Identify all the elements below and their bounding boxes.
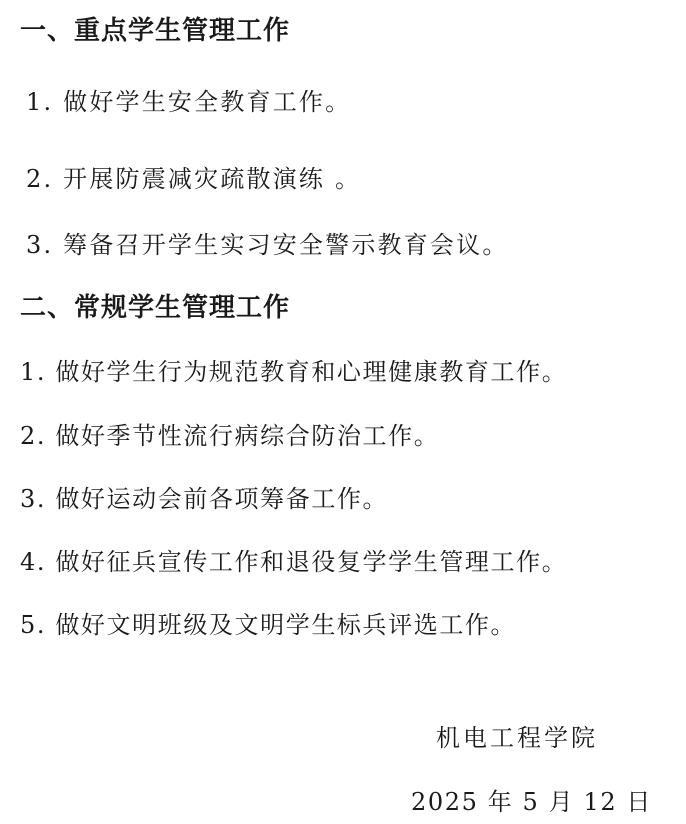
routine-item-1: 1. 做好学生行为规范教育和心理健康教育工作。 xyxy=(20,358,568,386)
routine-item-4: 4. 做好征兵宣传工作和退役复学学生管理工作。 xyxy=(20,548,568,576)
signature-date: 2025 年 5 月 12 日 xyxy=(411,788,653,816)
section-heading-routine-management: 二、常规学生管理工作 xyxy=(20,293,291,323)
routine-item-3: 3. 做好运动会前各项筹备工作。 xyxy=(20,485,389,513)
signature-org: 机电工程学院 xyxy=(436,724,598,752)
key-item-1: 1. 做好学生安全教育工作。 xyxy=(26,88,352,116)
key-item-2: 2. 开展防震减灾疏散演练 。 xyxy=(26,165,362,193)
key-item-3: 3. 筹备召开学生实习安全警示教育会议。 xyxy=(26,231,509,259)
routine-item-2: 2. 做好季节性流行病综合防治工作。 xyxy=(20,422,440,450)
routine-item-5: 5. 做好文明班级及文明学生标兵评选工作。 xyxy=(20,611,517,639)
section-heading-key-management: 一、重点学生管理工作 xyxy=(20,16,291,46)
